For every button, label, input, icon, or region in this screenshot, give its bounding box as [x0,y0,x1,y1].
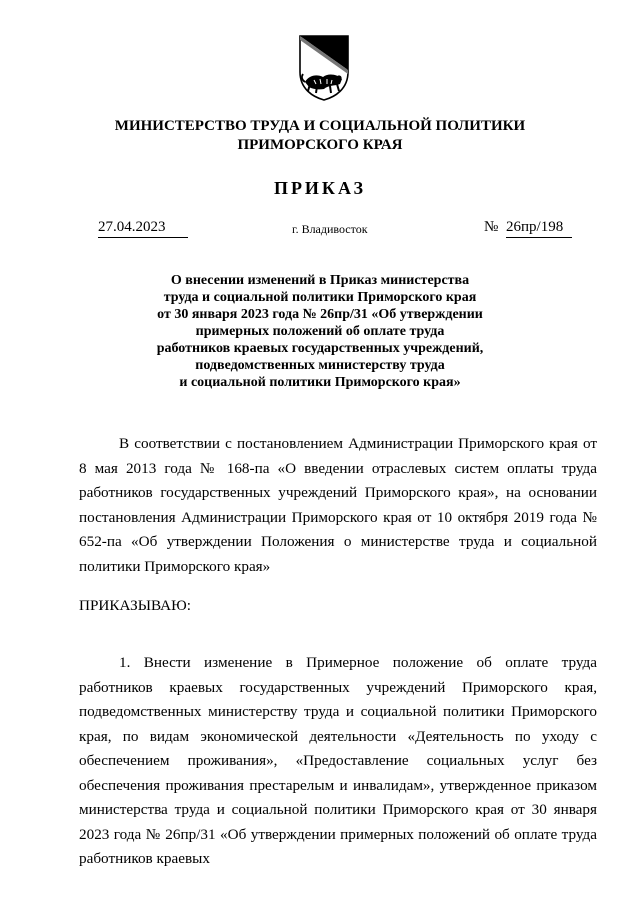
order-date: 27.04.2023 [98,219,188,238]
subject-line: от 30 января 2023 года № 26пр/31 «Об утверждении [157,307,483,322]
item-1-paragraph: 1. Внести изменение в Примерное положение об оплате труда работников краевых государственных учреждений Приморского края, подведомственных министерству труда и социальной политики Приморского края, по видам экономической деятельности «Деятельность по уходу с обеспечением проживания», «Предоставление социальных услуг без обеспечения проживания престарелым и инвалидам», утвержденное приказом министерства труда и социальной политики Приморского края от 30 января 2023 года № 26пр/31 «Об утверждении примерных положений об оплате труда работников краевых [79,654,597,867]
subject-line: и социальной политики Приморского края» [179,375,461,390]
subject-line: труда и социальной политики Приморского края [163,290,477,305]
order-number-label: № [484,219,499,235]
order-number: 26пр/198 [506,219,572,238]
subject-line: О внесении изменений в Приказ министерства [170,273,470,288]
preamble-paragraph: В соответствии с постановлением Администрации Приморского края от 8 мая 2013 года № 168-па «О введении отраслевых систем оплаты труда работников государственных учреждений Приморского края», на основании постановления Администрации Приморского края от 10 октября 2019 года № 652-па «Об утверждении Положения о министерстве труда и социальной политики Приморского края» [79,435,597,575]
ministry-line-1: МИНИСТЕРСТВО ТРУДА И СОЦИАЛЬНОЙ ПОЛИТИКИ [114,118,526,134]
ministry-name [0,117,640,155]
document-type: ПРИКАЗ [273,178,367,198]
subject-line: работников краевых государственных учреждений, [156,341,484,356]
ministry-line-2: ПРИМОРСКОГО КРАЯ [237,137,403,153]
coat-of-arms-icon [297,34,351,102]
order-subject [0,272,640,391]
subject-line: подведомственных министерству труда [195,358,445,373]
orders-heading: ПРИКАЗЫВАЮ: [79,597,191,614]
subject-line: примерных положений об оплате труда [195,324,445,339]
order-city: г. Владивосток [292,222,368,236]
